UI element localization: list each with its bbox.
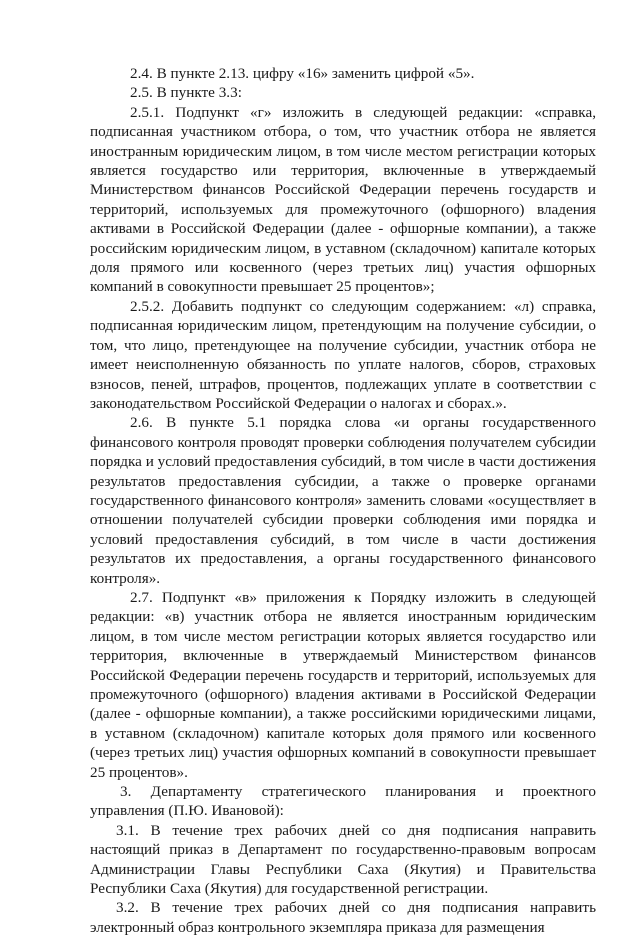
paragraph-3: 3. Департаменту стратегического планирования и проектного управления (П.Ю. Ивановой):	[90, 783, 596, 820]
paragraph-2-5: 2.5. В пункте 3.3:	[130, 84, 242, 102]
paragraph-3-1: 3.1. В течение трех рабочих дней со дня подписания направить настоящий приказ в Департамент по государственно-правовым вопросам Администрации Главы Республики Саха (Якутия) и Правительства Республики Саха (Якутия) для государственной регистрации.	[90, 821, 596, 898]
paragraph-2-6: 2.6. В пункте 5.1 порядка слова «и органы государственного финансового контроля проводят проверки соблюдения получателем субсидии порядка и условий предоставления субсидий, в том числе в части достижения результатов предоставления субсидии, а также о проверке органами государственного финансового контроля» заменить словами «осуществляет в отношении получателей субсидии проверки соблюдения ими порядка и условий предоставления субсидий, в том числе в части достижения результатов их предоставления, а органы государственного финансового контроля».	[90, 414, 596, 587]
paragraph-2-5-1: 2.5.1. Подпункт «г» изложить в следующей редакции: «справка, подписанная участником отбора, о том, что участник отбора не является иностранным юридическим лицом, в том числе местом регистрации которых является государство или территория, включенные в утверждаемый Министерством финансов Российской Федерации перечень государств и территорий, используемых для промежуточного (офшорного) владения активами в Российской Федерации (далее - офшорные компании), а также российским юридическим лицом, в уставном (складочном) капитале которых доля прямого или косвенного (через третьих лиц) участия офшорных компаний в совокупности превышает 25 процентов»;	[90, 103, 596, 296]
paragraph-2-7: 2.7. Подпункт «в» приложения к Порядку изложить в следующей редакции: «в) участник отбора не является иностранным юридическим лицом, в том числе местом регистрации которых является государство или территория, включенные в утверждаемый Министерством финансов Российской Федерации перечень государств и территорий, используемых для промежуточного (офшорного) владения активами в Российской Федерации (далее - офшорные компании), а также российскими юридическими лицами, в уставном (складочном) капитале которых доля прямого или косвенного (через третьих лиц) участия офшорных компаний в совокупности превышает 25 процентов».	[90, 588, 596, 781]
paragraph-2-5-2: 2.5.2. Добавить подпункт со следующим содержанием: «л) справка, подписанная юридическим лицом, претендующим на получение субсидии, о том, что лицо, претендующее на получение субсидии, участник отбора не имеет неисполненную обязанность по уплате налогов, сборов, страховых взносов, пеней, штрафов, процентов, подлежащих уплате в соответствии с законодательством Российской Федерации о налогах и сборах.».	[90, 297, 596, 412]
paragraph-3-2: 3.2. В течение трех рабочих дней со дня подписания направить электронный образ контрольного экземпляра приказа для размещения	[90, 899, 596, 936]
paragraph-2-4: 2.4. В пункте 2.13. цифру «16» заменить цифрой «5».	[130, 65, 475, 82]
